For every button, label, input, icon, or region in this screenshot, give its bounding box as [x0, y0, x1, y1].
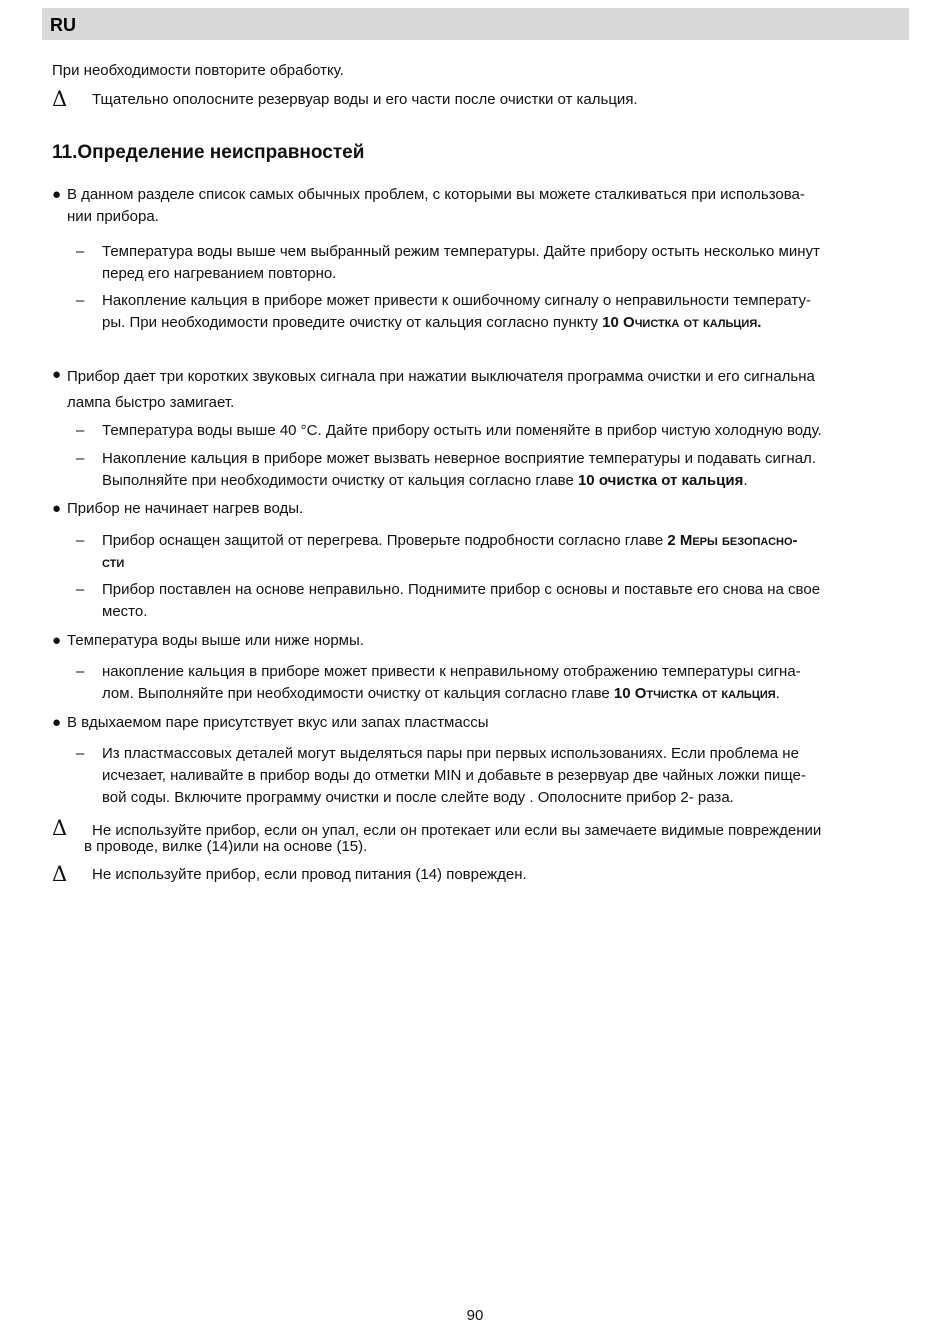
dash-icon: –: [76, 450, 85, 467]
chapter-reference: 2 Меры безопасно-: [667, 532, 798, 549]
section-title: 11.Определение неисправностей: [52, 142, 365, 163]
intro-repeat: При необходимости повторите обработку.: [52, 62, 344, 79]
page-number: 90: [466, 1307, 484, 1324]
warning-triangle-icon: Δ: [52, 87, 68, 111]
bullet-text-line: нии прибора.: [67, 208, 159, 225]
chapter-reference: 10 очистка от кальция: [577, 472, 744, 489]
list-item: [52, 630, 900, 652]
bullet-text-line: В данном разделе список самых обычных проблем, с которыми вы можете сталкиваться при использова-: [67, 186, 805, 203]
language-header-bar: [42, 8, 909, 40]
chapter-reference: 10 Очистка от кальция.: [602, 314, 762, 331]
dash-icon: –: [76, 243, 85, 260]
list-item: [52, 712, 900, 734]
subitem-text-line: Температура воды выше 40 °C. Дайте прибору остыть или поменяйте в прибор чистую холодную воду.: [102, 422, 822, 439]
bullet-icon: ●: [52, 186, 62, 203]
subitem-text-line: место.: [102, 603, 148, 620]
dash-icon: –: [76, 663, 85, 680]
dash-icon: –: [76, 581, 85, 598]
subitem-text-line: ры. При необходимости проведите очистку от кальция согласно пункту: [102, 314, 603, 331]
bullet-text-line: лампа быстро замигает.: [67, 394, 235, 411]
subitem-text-line: Прибор оснащен защитой от перегрева. Проверьте подробности согласно главе: [102, 532, 668, 549]
subitem-text-line: Прибор поставлен на основе неправильно. Поднимите прибор с основы и поставьте его снова на свое: [102, 581, 821, 598]
subitem-text-line: Накопление кальция в приборе может привести к ошибочному сигналу о неправильности температу-: [102, 292, 811, 309]
subitem-text-line: исчезает, наливайте в прибор воды до отметки MIN и добавьте в резервуар две чайных ложки пище-: [102, 767, 806, 784]
subitem-text-line: лом. Выполняйте при необходимости очистку от кальция согласно главе: [102, 685, 614, 702]
language-code: RU: [50, 15, 76, 35]
dash-icon: –: [76, 422, 85, 439]
dash-icon: –: [76, 292, 85, 309]
bullet-icon: ●: [52, 632, 62, 649]
bullet-text-line: Прибор не начинает нагрев воды.: [67, 500, 304, 517]
chapter-reference: 10 Отчистка от кальция: [613, 685, 776, 702]
warning-triangle-icon: Δ: [52, 816, 68, 840]
list-item: [52, 184, 900, 228]
subitem-text-line: вой соды. Включите программу очистки и после слейте воду . Ополосните прибор 2- раза.: [102, 789, 734, 806]
warning-damage-text: Не используйте прибор, если он упал, если он протекает или если вы замечаете видимые повреждении: [92, 822, 822, 839]
subitem-text-line: накопление кальция в приборе может привести к неправильному отображению температуры сигна-: [102, 663, 801, 680]
warning-rinse-text: Тщательно ополосните резервуар воды и его части после очистки от кальция.: [92, 91, 638, 108]
subitem-text-line: Из пластмассовых деталей могут выделяться пары при первых использованиях. Если проблема не: [102, 745, 799, 762]
dash-icon: –: [76, 745, 85, 762]
warning-damage-text: в проводе, вилке (14)или на основе (15).: [84, 838, 368, 855]
list-item: [52, 364, 900, 411]
bullet-icon: ●: [52, 714, 62, 731]
dash-icon: –: [76, 532, 85, 549]
warning-triangle-icon: Δ: [52, 862, 68, 886]
bullet-icon: ●: [52, 366, 62, 383]
warning-cord-text: Не используйте прибор, если провод питания (14) поврежден.: [92, 866, 527, 883]
chapter-reference-continued: сти: [102, 554, 125, 571]
bullet-text-line: Прибор дает три коротких звуковых сигнала при нажатии выключателя программа очистки и его сигнальна: [67, 368, 815, 385]
subitem-text-line: Выполняйте при необходимости очистку от кальция согласно главе: [102, 472, 578, 489]
subitem-tail: .: [775, 685, 780, 702]
bullet-text-line: Температура воды выше или ниже нормы.: [67, 632, 364, 649]
subitem-text-line: перед его нагреванием повторно.: [102, 265, 337, 282]
list-item: [52, 498, 900, 520]
subitem-text-line: Температура воды выше чем выбранный режим температуры. Дайте прибору остыть несколько минут: [102, 243, 820, 260]
bullet-text-line: В вдыхаемом паре присутствует вкус или запах пластмассы: [67, 714, 489, 731]
bullet-icon: ●: [52, 500, 62, 517]
subitem-text-line: Накопление кальция в приборе может вызвать неверное восприятие температуры и подавать сигнал.: [102, 450, 816, 467]
subitem-tail: .: [743, 472, 748, 489]
